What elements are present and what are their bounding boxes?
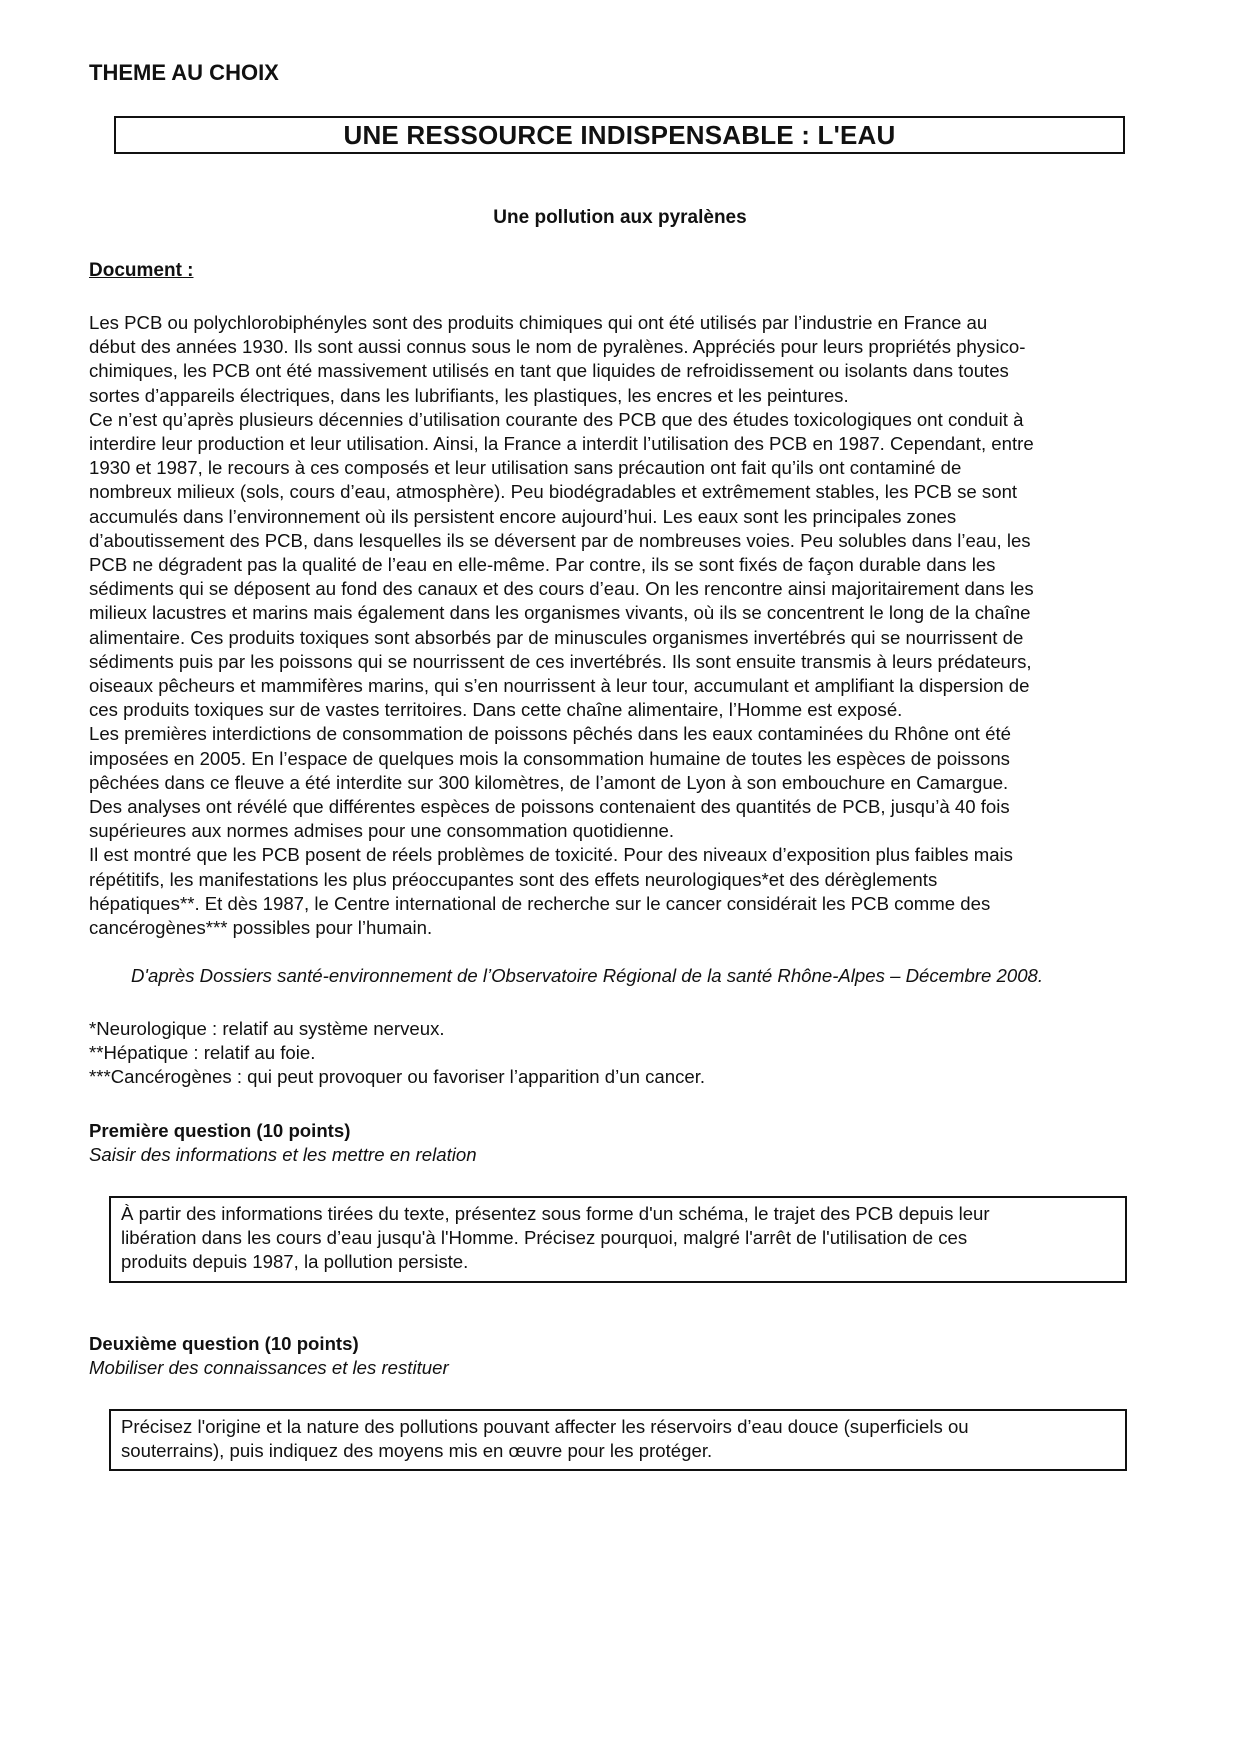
body-line: PCB ne dégradent pas la qualité de l’eau en elle-même. Par contre, ils se sont fixés de façon durable dans les: [89, 554, 996, 576]
body-line: cancérogènes*** possibles pour l’humain.: [89, 917, 433, 939]
body-line: Les PCB ou polychlorobiphényles sont des produits chimiques qui ont été utilisés par l’industrie en France au: [89, 312, 988, 333]
footnote: *Neurologique : relatif au système nerveux.: [89, 1018, 445, 1039]
body-line: supérieures aux normes admises pour une consommation quotidienne.: [89, 820, 675, 842]
title-box: [114, 116, 1125, 154]
document-body: [89, 311, 1149, 940]
body-line: 1930 et 1987, le recours à ces composés et leur utilisation sans précaution ont fait qu’ils ont contaminé de: [89, 457, 962, 479]
question-2-skill: Mobiliser des connaissances et les restituer: [89, 1357, 449, 1378]
footnotes: [89, 1017, 705, 1090]
body-line: Les premières interdictions de consommation de poissons pêchés dans les eaux contaminées du Rhône ont été: [89, 723, 1011, 745]
document-label: Document :: [89, 260, 194, 281]
body-line: répétitifs, les manifestations les plus préoccupantes sont des effets neurologiques*et des dérèglements: [89, 868, 938, 890]
body-line: début des années 1930. Ils sont aussi connus sous le nom de pyralènes. Appréciés pour leurs propriétés physico-: [89, 336, 1026, 358]
document-source: D'après Dossiers santé-environnement de l’Observatoire Régional de la santé Rhône-Alpes – Décembre 2008.: [131, 965, 1044, 986]
body-line: milieux lacustres et marins mais également dans les organismes vivants, où ils se concentrent le long de la chaîne: [89, 602, 1031, 624]
body-line: sortes d’appareils électriques, dans les lubrifiants, les plastiques, les encres et les peintures.: [89, 384, 849, 406]
question-line: À partir des informations tirées du texte, présentez sous forme d'un schéma, le trajet des PCB depuis leur: [121, 1203, 990, 1224]
question-line: produits depuis 1987, la pollution persiste.: [121, 1251, 469, 1273]
question-2-box: [109, 1409, 1127, 1471]
body-line: ces produits toxiques sur de vastes territoires. Dans cette chaîne alimentaire, l’Homme est exposé.: [89, 699, 903, 721]
body-line: Il est montré que les PCB posent de réels problèmes de toxicité. Pour des niveaux d’exposition plus faibles mais: [89, 844, 1013, 866]
question-1-skill: Saisir des informations et les mettre en relation: [89, 1144, 477, 1165]
body-line: Des analyses ont révélé que différentes espèces de poissons contenaient des quantités de PCB, jusqu’à 40 fois: [89, 796, 1010, 818]
question-line: Précisez l'origine et la nature des pollutions pouvant affecter les réservoirs d’eau douce (superficiels ou: [121, 1416, 969, 1437]
body-line: sédiments qui se déposent au fond des canaux et des cours d’eau. On les rencontre ainsi majoritairement dans les: [89, 578, 1034, 600]
body-line: pêchées dans ce fleuve a été interdite sur 300 kilomètres, de l’amont de Lyon à son embouchure en Camargue.: [89, 771, 1009, 793]
question-line: souterrains), puis indiquez des moyens mis en œuvre pour les protéger.: [121, 1440, 713, 1462]
footnote: **Hépatique : relatif au foie.: [89, 1042, 316, 1064]
body-line: d’aboutissement des PCB, dans lesquelles ils se déversent par de nombreuses voies. Peu solubles dans l’eau, les: [89, 529, 1031, 551]
question-1-box: [109, 1196, 1127, 1283]
body-line: accumulés dans l’environnement où ils persistent encore aujourd’hui. Les eaux sont les principales zones: [89, 505, 957, 527]
body-line: imposées en 2005. En l’espace de quelques mois la consommation humaine de toutes les espèces de poissons: [89, 747, 1010, 769]
body-line: sédiments puis par les poissons qui se nourrissent de ces invertébrés. Ils sont ensuite transmis à leurs prédateurs,: [89, 650, 1032, 672]
page-title: UNE RESSOURCE INDISPENSABLE : L'EAU: [343, 119, 896, 150]
body-line: nombreux milieux (sols, cours d’eau, atmosphère). Peu biodégradables et extrêmement stables, les PCB se sont: [89, 481, 1018, 503]
body-line: alimentaire. Ces produits toxiques sont absorbés par de minuscules organismes invertébrés qui se nourrissent de: [89, 626, 1024, 648]
body-line: Ce n’est qu’après plusieurs décennies d’utilisation courante des PCB que des études toxicologiques ont conduit à: [89, 408, 1024, 430]
body-line: oiseaux pêcheurs et mammifères marins, qui s’en nourrissent à leur tour, accumulant et amplifiant la dispersion de: [89, 675, 1030, 697]
theme-label: THEME AU CHOIX: [89, 60, 279, 85]
document-subtitle: Une pollution aux pyralènes: [493, 207, 747, 228]
footnote: ***Cancérogènes : qui peut provoquer ou favoriser l’apparition d’un cancer.: [89, 1066, 706, 1088]
body-line: chimiques, les PCB ont été massivement utilisés en tant que liquides de refroidissement ou isolants dans toutes: [89, 360, 1009, 382]
body-line: interdire leur production et leur utilisation. Ainsi, la France a interdit l’utilisation des PCB en 1987. Cependant, entre: [89, 433, 1034, 455]
question-line: libération dans les cours d’eau jusqu'à l'Homme. Précisez pourquoi, malgré l'arrêt de l'utilisation de ces: [121, 1227, 968, 1249]
question-2-heading: Deuxième question (10 points): [89, 1333, 359, 1354]
body-line: hépatiques**. Et dès 1987, le Centre international de recherche sur le cancer considérait les PCB comme des: [89, 892, 991, 914]
question-1-heading: Première question (10 points): [89, 1120, 351, 1141]
